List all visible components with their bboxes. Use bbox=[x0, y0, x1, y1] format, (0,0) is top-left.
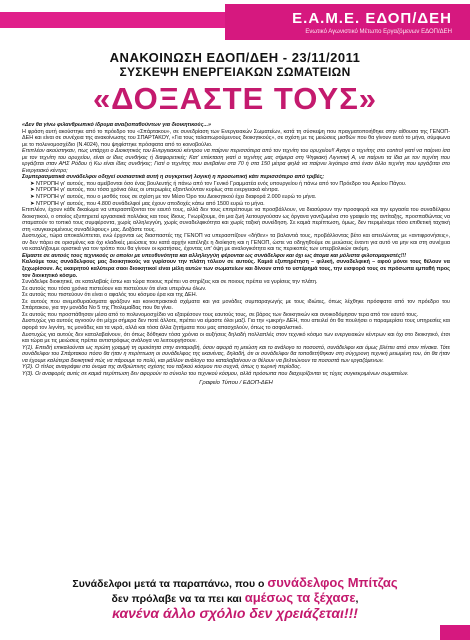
body-quote: «Δεν θα γίνω φιλανθρωπικό ίδρυμα αναξιοπαθούντων για διοικητικούς...» bbox=[22, 122, 211, 128]
bullet-text: ΝΤΡΟΠΗ γι' αυτούς, που τόσα χρόνια όλες οι υπερωρίες εξαντλούνταν κυρίως στα ενεργειακά κέντρα. bbox=[36, 187, 280, 194]
footnote: Υ(2). Ο τίτλος αναγράφει στο όνομα της ανθρώπινης σχέσης του ταξικού κόσμου πιο συχνά, όπως η τωρινή περίοδος. bbox=[22, 364, 302, 371]
body-paragraph: Σε αυτούς που ανεμοθυραύσματα φράζουν και κοινοπρακτικά σχέματα και για μονάδες συμπαραγωγής με τους ιδιώτες, όπως λέχθηκε πρόσφατα από τον πρόεδρο του Σπάρτακου, για την μονάδα Νο 5 της Πτολεμαΐδας που θα γίνει. bbox=[22, 298, 450, 312]
header-box bbox=[225, 4, 470, 40]
bullet-item: ➤ ΝΤΡΟΠΗ γι' αυτούς, που τόσα χρόνια όλες οι υπερωρίες εξαντλούνταν κυρίως στα ενεργειακά κέντρα. bbox=[30, 187, 280, 194]
closing-highlight: αμέσως τα ξέχασε bbox=[244, 590, 356, 605]
closing-line-1 bbox=[0, 575, 470, 590]
bullet-text: ΝΤΡΟΠΗ γι' αυτούς, που αμείβονται όσο ένας βουλευτής ή πάνω από τον Γενικό Γραμματέα ενός υπουργείου ή πάνω από τον Πρόεδρο του Αρείου Πάγου. bbox=[36, 180, 407, 187]
body-paragraph: Καλούμε τους συνάδελφους μας διοικητικούς να γυρίσουν την πλάτη τόλεον σε αυτούς. Καμιά εξυπηρέτηση – φιλική, συναδελφική – αφού μόνοι τους θέλουν να ξεχωρίσουν. Ας εκαιρητού καλύτερα σαοι διοικητικοί είναι μέλη αυτών των σωματείων και δίνουν από το υστέρημά τους, την εισφορά τους σε πρόσωπα εμπαθή προς τον διοικητικό κόσμο. bbox=[22, 259, 450, 279]
org-title: Ε.Α.Μ.Ε. ΕΔΟΠ/ΔΕΗ bbox=[292, 10, 452, 27]
footnote: Υ(3). Οι αναφορές αυτές σε καμιά περίπτωση δεν αφορούν το σύνολο του τεχνικού κόσμου, αλλά πρόσωπα που διαχειρίζονται τις τύχες συγκεκριμένων σωματείων. bbox=[22, 370, 409, 377]
body-paragraph: Είμαστε σε αυτούς τους τεχνικούς οι οποίοι με υπευθυνότητα και αλληλεγγύη φέρονται ως συνάδελφοι και όχι ως άτομα και μόλιστα φιλοτομαριστές!!! bbox=[22, 252, 407, 259]
main-title: «ΔΟΞΑΣΤΕ ΤΟΥΣ» bbox=[92, 81, 378, 116]
bullet-item: ➤ ΝΤΡΟΠΗ γι' αυτούς, που αμείβονται όσο ένας βουλευτής ή πάνω από τον Γενικό Γραμματέα ενός υπουργείου ή πάνω από τον Πρόεδρο του Αρείου Πάγου. bbox=[30, 180, 407, 187]
announcement-line: ΑΝΑΚΟΙΝΩΣΗ ΕΔΟΠ/ΔΕΗ - 23/11/2011 bbox=[109, 50, 361, 65]
bullet-item: ➤ ΝΤΡΟΠΗ γι' αυτούς, που ο μισθός τους σε σχέση με τον Μέσο Όρο του Διοικητικού έχει διαφορά 2.000 ευρώ το μήνα. bbox=[30, 194, 317, 201]
body-paragraph: Η φράση αυτή ακούστηκε από το πρόεδρο του «Σπάρτακου», σε συνεδρίαση των Ενεργειακών Σωματείων, κατά τη σύσκεψη που πραγματοποιήθηκε στην αίθουσα της ΓΕΝΟΠ-ΔΕΗ και είναι σε συνέχεια της ανακοίνωσης του ΣΠΑΡΤΑΚΟΥ, «Για τους ταλαιπωρούμενους διοικητικούς», σε σχέση με τις μειώσεις μισθών που θα γίνουν αυτό το μήνα, σύμφωνα με το πολυνομοσχέδιο (Ν.4024), που ψηφίστηκε πρόσφατα από το κοινοβούλιο. bbox=[22, 128, 450, 148]
document-body bbox=[22, 122, 450, 575]
body-paragraph: Σε αυτούς που προσπάθησαν μέσα από το πολυνομοσχέδιο να εξαιρέσουν τους εαυτούς τους, σε βάρος των διοικητικών και ανοικοδόμησαν τερα από τον εαυτό τους. bbox=[22, 311, 419, 318]
body-paragraph: Δυστυχώς για αυτούς αγνοούν ότι μέχρι σήμερα δεν ποτέ άλλοτε, πρέπει να είμαστε όλοι μαζί. Για την «μικρή» ΔΕΗ, που απειλεί ότι θα πουλήσει ο παραμερίσει τους υπηρεσίες και αφορά τον λιγνίτη, τις μονάδες και τα νερά, αλλά και τόσα άλλα ζητήματα που μας απασχολούν, όπως το ασφαλιστικό. bbox=[22, 318, 450, 331]
body-paragraph: Συμπερασματικά συνάδελφοι οδηγεί ουσιαστικά αυτή η συγκριτική λογική η προσωπική κάτι περισσότερο από τριβές; bbox=[22, 174, 325, 181]
closing-line-3: κανένα άλλο σχόλιο δεν χρειάζεται!!! bbox=[112, 605, 358, 621]
header-stripe bbox=[0, 12, 225, 28]
body-paragraph: Επιπλέον, έχουν κάθε δικαίωμα να υπερασπίζονται τον εαυτό τους, αλλά δεν τους επιτρέπουμε να προσβάλλουν, να διασύρουν την προσφορά και την εργασία του συναδέλφου διοικητικού, ο οποίος εξυπηρετεί εργασιακά πολλάκις και τους ίδιους. Γνωρίζουμε, ότι μια ζωή λειτουργούσαν ως όργανα γαντζωμένα στο γραφείο της αντίταξης, προσπαθώντας να σταματούν το τοπικό τους συμφέροντα, χωρίς αλληλεγγύη, χωρίς συναδελφικότητα και χωρίς ταξική συνείδηση. Σε καμιά περίπτωση, όμως, δεν περιμέναμε τόσο επιθετική ταχτική στη «συγκεκριμένους συναδέλφους» μας. Δοξάστε τους. bbox=[22, 207, 450, 233]
footer-accent bbox=[440, 625, 470, 640]
closing-text: δεν πρόλαβε να τα πει και bbox=[111, 593, 245, 605]
body-paragraph: Δυστυχώς, τώρα αποκαλύπτεται, ενώ έρχονται ως διασπαστές της ΓΕΝΟΠ να υπερασπίζουν «δήθεν» τα βαλαντιά τους, προβάλλοντας βέτο και απειλώντας με «αντιφρονήσεις», αν δεν πάρει σε ορισμένες και όχι κλαδικές μειώσεις του κατά αρχήν κατέληξε η διοίκηση και η ΓΕΝΟΠ, ώστε να οδηγηθούμε σε μειώσεις έναντι για αυτό να μην και στη συνέχεια να καταλήξουμε οριστικά για τον τρόπο που θα γίνουν οι κρατήσεις, έχοντας υπ' όψη με αναλογικότητα και τις περικοπές των υπερβολικών ακόμη. bbox=[22, 233, 450, 253]
bullet-text: ΝΤΡΟΠΗ γι' αυτούς, που 4.800 συνάδελφοί μας έχουν αποδοχές κάτω από 1500 ευρώ το μήνα. bbox=[36, 200, 265, 207]
bullet-text: ΝΤΡΟΠΗ γι' αυτούς, που ο μισθός τους σε σχέση με τον Μέσο Όρο του Διοικητικού έχει διαφορά 2.000 ευρώ το μήνα. bbox=[36, 194, 317, 201]
body-paragraph: Επιπλέον ακούστηκαν, πως υπάρχει ο Διοικητικός του Ενεργειακού κέντρου να παίρνει περισσότερα από τον τεχνίτη του ορυχείου!! Αγαγε ο τεχνίτης στο control γιατί να παίρνει ίσα με τον τεχνίτη του ορυχείου, είναι οι ίδιες συνθήκες ή διαφορετικές; Κατ' επέκταση γιατί ο τεχνίτης μας σήμερα στη Ψηφιακή Λιγνιτική Α, να παίρνει τα ίδια με τον τεχνίτη που εργάζεται σταν ΑΗΣ Ρόδου ή Κω είναι ίδιες συνθήκες; Γιατί ο τεχνίτης που ανεβαίνει στα 70 ή στα 150 μέτρα φηλά να παίρνει λιγότερο από έναν άλλο τεχνίτη που εργάζεται στο Ενεργειακό κέντρο; bbox=[22, 148, 450, 174]
closing-punct: , bbox=[355, 593, 359, 605]
meeting-line: ΣΥΣΚΕΨΗ ΕΝΕΡΓΕΙΑΚΩΝ ΣΩΜΑΤΕΙΩΝ bbox=[119, 65, 351, 79]
header-banner bbox=[0, 0, 470, 40]
org-subtitle: Ενωτικό Αγωνιστικό Μέτωπο Εργαζόμενων ΕΔΟΠ/ΔΕΗ bbox=[305, 29, 452, 35]
bullet-item: ➤ ΝΤΡΟΠΗ γι' αυτούς, που 4.800 συνάδελφοί μας έχουν αποδοχές κάτω από 1500 ευρώ το μήνα. bbox=[30, 200, 265, 207]
closing-line-2 bbox=[0, 590, 470, 605]
body-paragraph: Δυστυχώς για αυτούς δεν καταλαβαίνουν, ότι όπως δόθηκαν τόσα χρόνια οι αυξήσεις δηλαδή πολλαπλές στον τεχνικό κόσμο των ενεργειακών κέντρων και όχι στο διοικητικό, έτσι και τώρα με τις μειώσεις πρέπει αντιστρόφως ανάλογα να λειτουργήσουν. bbox=[22, 331, 450, 345]
signature: Γραφείο Τύπου / ΕΔΟΠ-ΔΕΗ bbox=[199, 380, 273, 387]
body-paragraph: Σε αυτούς που πιστεύουν ότι είναι ο αφαλός του κόσμου έρα και της ΔΕΗ. bbox=[22, 292, 198, 299]
footnote: Υ(1). Επειδή επικαλούνται ως πρώτη γραμμή τη ομοιότητα στην ανταμοιβή, όσον αφορά τη μειώση και το ανάλογο το ποσοστό, συνάδελφοι και όμως βλέπει από στον πίνακα. Τότε συνάδελφοι του Σπάρτακου πόσο θα ήταν η περίπτωση οι συνάδελφος της εκανένας, δηλαδή, ότι οι συνάδελφοι θα τοποθετήθηκαν στη σύγχρονη τεχνική μειωμένη του, ότι θα ήταν να έχουμε καλύτερα διοικητικά πώς να πάρουμε το πολύ, και μάλλον ανάλογο του καταλαβαίνουν οι θέλουν να βελτιώνουν τα ποσοστά των εργαζόμενων. bbox=[22, 344, 450, 364]
body-paragraph: Συνάδελφε διοικητικέ, σε καταλαβαίς έστω και τώρα ποιους πρέπει να στηρίζεις και σε ποιους πρέπει να γυρίσεις την πλάτη. bbox=[22, 279, 318, 286]
closing-text: Συνάδελφοι μετά τα παραπάνω, που ο bbox=[72, 578, 268, 590]
closing-highlight: συνάδελφος Μπίτζας bbox=[267, 575, 398, 590]
body-paragraph: Σε αυτούς που τόσα χρόνια πιστεύουν και πιστεύουν ότι είναι υπεράνω όλων. bbox=[22, 285, 207, 292]
